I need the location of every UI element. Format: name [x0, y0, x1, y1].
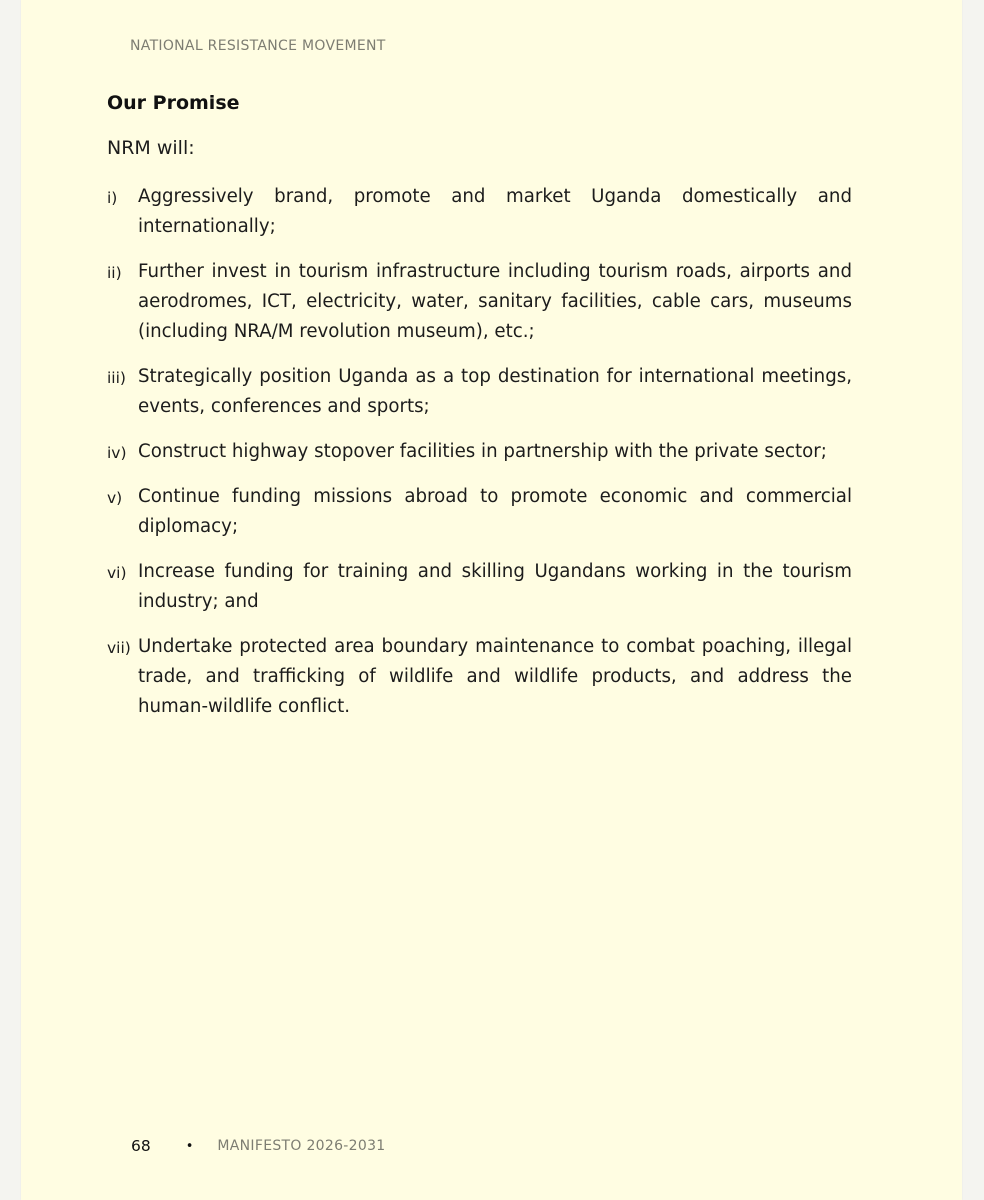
- list-numeral: vi): [107, 564, 127, 582]
- list-numeral: v): [107, 489, 123, 507]
- list-item-text: Strategically position Uganda as a top destination for international meetings, events, conferences and sports;: [138, 366, 852, 417]
- list-item-text: Further invest in tourism infrastructure including tourism roads, airports and aerodromes, ICT, electricity, water, sanitary facilities, cable cars, museums (including NRA/M revolution museum), etc.;: [138, 261, 852, 342]
- list-item-text: Continue funding missions abroad to promote economic and commercial diplomacy;: [138, 486, 852, 537]
- list-numeral: i): [107, 189, 118, 207]
- list-item-text: Construct highway stopover facilities in partnership with the private sector;: [138, 441, 827, 462]
- promise-item: [107, 632, 852, 722]
- page-footer: [131, 1137, 385, 1155]
- promise-item: [107, 182, 852, 242]
- footer-separator: •: [185, 1138, 194, 1154]
- intro-text: NRM will:: [107, 137, 195, 159]
- document-page: [21, 0, 962, 1200]
- promise-item: [107, 482, 852, 542]
- page-number: 68: [131, 1137, 151, 1155]
- list-item-text: Increase funding for training and skilling Ugandans working in the tourism industry; and: [138, 561, 852, 612]
- list-item-text: Aggressively brand, promote and market Uganda domestically and internationally;: [138, 186, 852, 237]
- running-header: NATIONAL RESISTANCE MOVEMENT: [130, 38, 386, 54]
- list-numeral: iii): [107, 369, 126, 387]
- promise-item: [107, 437, 852, 467]
- list-numeral: vii): [107, 639, 131, 657]
- list-item-text: Undertake protected area boundary maintenance to combat poaching, illegal trade, and trafficking of wildlife and wildlife products, and address the human-wildlife conflict.: [138, 636, 852, 717]
- promise-list: [107, 182, 852, 737]
- list-numeral: ii): [107, 264, 122, 282]
- promise-item: [107, 257, 852, 347]
- list-numeral: iv): [107, 444, 127, 462]
- promise-item: [107, 362, 852, 422]
- promise-item: [107, 557, 852, 617]
- footer-document-title: MANIFESTO 2026-2031: [217, 1138, 386, 1154]
- section-heading: Our Promise: [107, 92, 240, 114]
